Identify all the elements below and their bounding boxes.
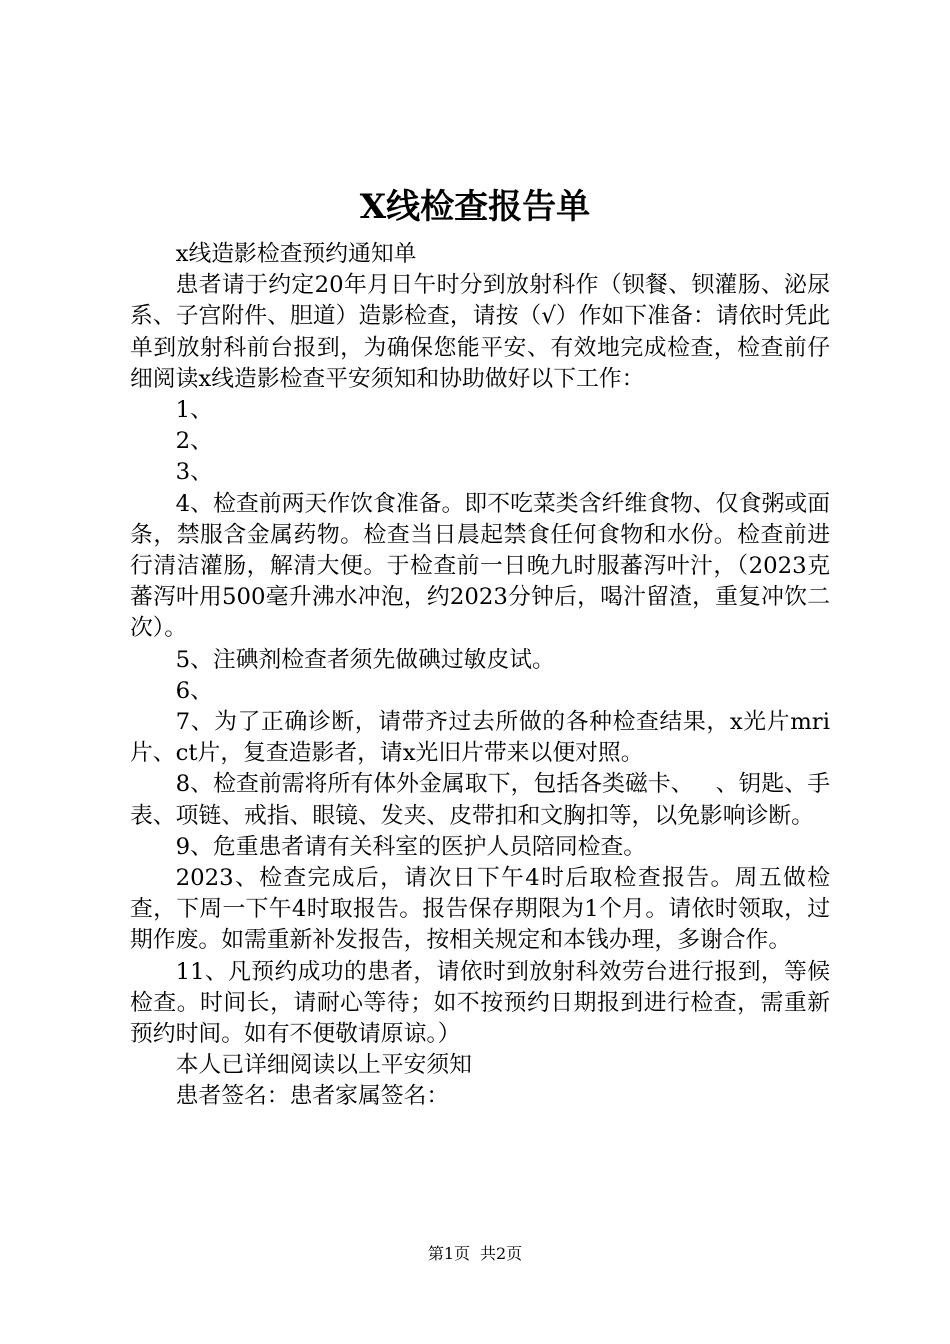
- list-item-11: 11、凡预约成功的患者，请依时到放射科效劳台进行报到，等候检查。时间长，请耐心等待；如不按预约日期报到进行检查，需重新预约时间。如有不便敬请原谅。）: [130, 958, 830, 1048]
- list-item-7: 7、为了正确诊断，请带齐过去所做的各种检查结果，x光片mri片、ct片，复查造影者，请x光旧片带来以便对照。: [130, 709, 830, 767]
- list-item-5: 5、注碘剂检查者须先做碘过敏皮试。: [175, 646, 555, 673]
- list-item-1: 1、: [175, 397, 213, 424]
- list-item-6: 6、: [175, 677, 213, 704]
- signature-line: 患者签名：患者家属签名：: [175, 1083, 450, 1110]
- list-item-9: 9、危重患者请有关科室的医护人员陪同检查。: [175, 833, 647, 860]
- intro-paragraph: 患者请于约定20年月日午时分到放射科作（钡餐、钡灌肠、泌尿系、子宫附件、胆道）造影检查，请按（√）作如下准备：请依时凭此单到放射科前台报到，为确保您能平安、有效地完成检查，检查前仔细阅读x线造影检查平安须知和协助做好以下工作：: [130, 272, 830, 392]
- list-item-8: 8、检查前需将所有体外金属取下，包括各类磁卡、 、钥匙、手表、项链、戒指、眼镜、发夹、皮带扣和文胸扣等，以免影响诊断。: [130, 771, 830, 829]
- page-footer: [0, 1242, 950, 1266]
- acknowledgement-line: 本人已详细阅读以上平安须知: [175, 1052, 472, 1079]
- list-item-3: 3、: [175, 459, 213, 486]
- document-title: X线检查报告单: [359, 187, 591, 227]
- page-total: 共2页: [480, 1244, 523, 1263]
- list-item-2: 2、: [175, 428, 213, 455]
- list-item-4: 4、检查前两天作饮食准备。即不吃菜类含纤维食物、仅食粥或面条，禁服含金属药物。检查当日晨起禁食任何食物和水份。检查前进行清洁灌肠，解清大便。于检查前一日晚九时服蕃泻叶汁，（2023克蕃泻叶用500毫升沸水冲泡，约2023分钟后，喝汁留渣，重复冲饮二次）。: [130, 490, 830, 642]
- notice-heading: x线造影检查预约通知单: [175, 241, 417, 267]
- page-number: 第1页: [427, 1244, 470, 1263]
- list-item-10: 2023、检查完成后，请次日下午4时后取检查报告。周五做检查，下周一下午4时取报告。报告保存期限为1个月。请依时领取，过期作废。如需重新补发报告，按相关规定和本钱办理，多谢合作。: [130, 865, 830, 954]
- document-body: [130, 239, 830, 1113]
